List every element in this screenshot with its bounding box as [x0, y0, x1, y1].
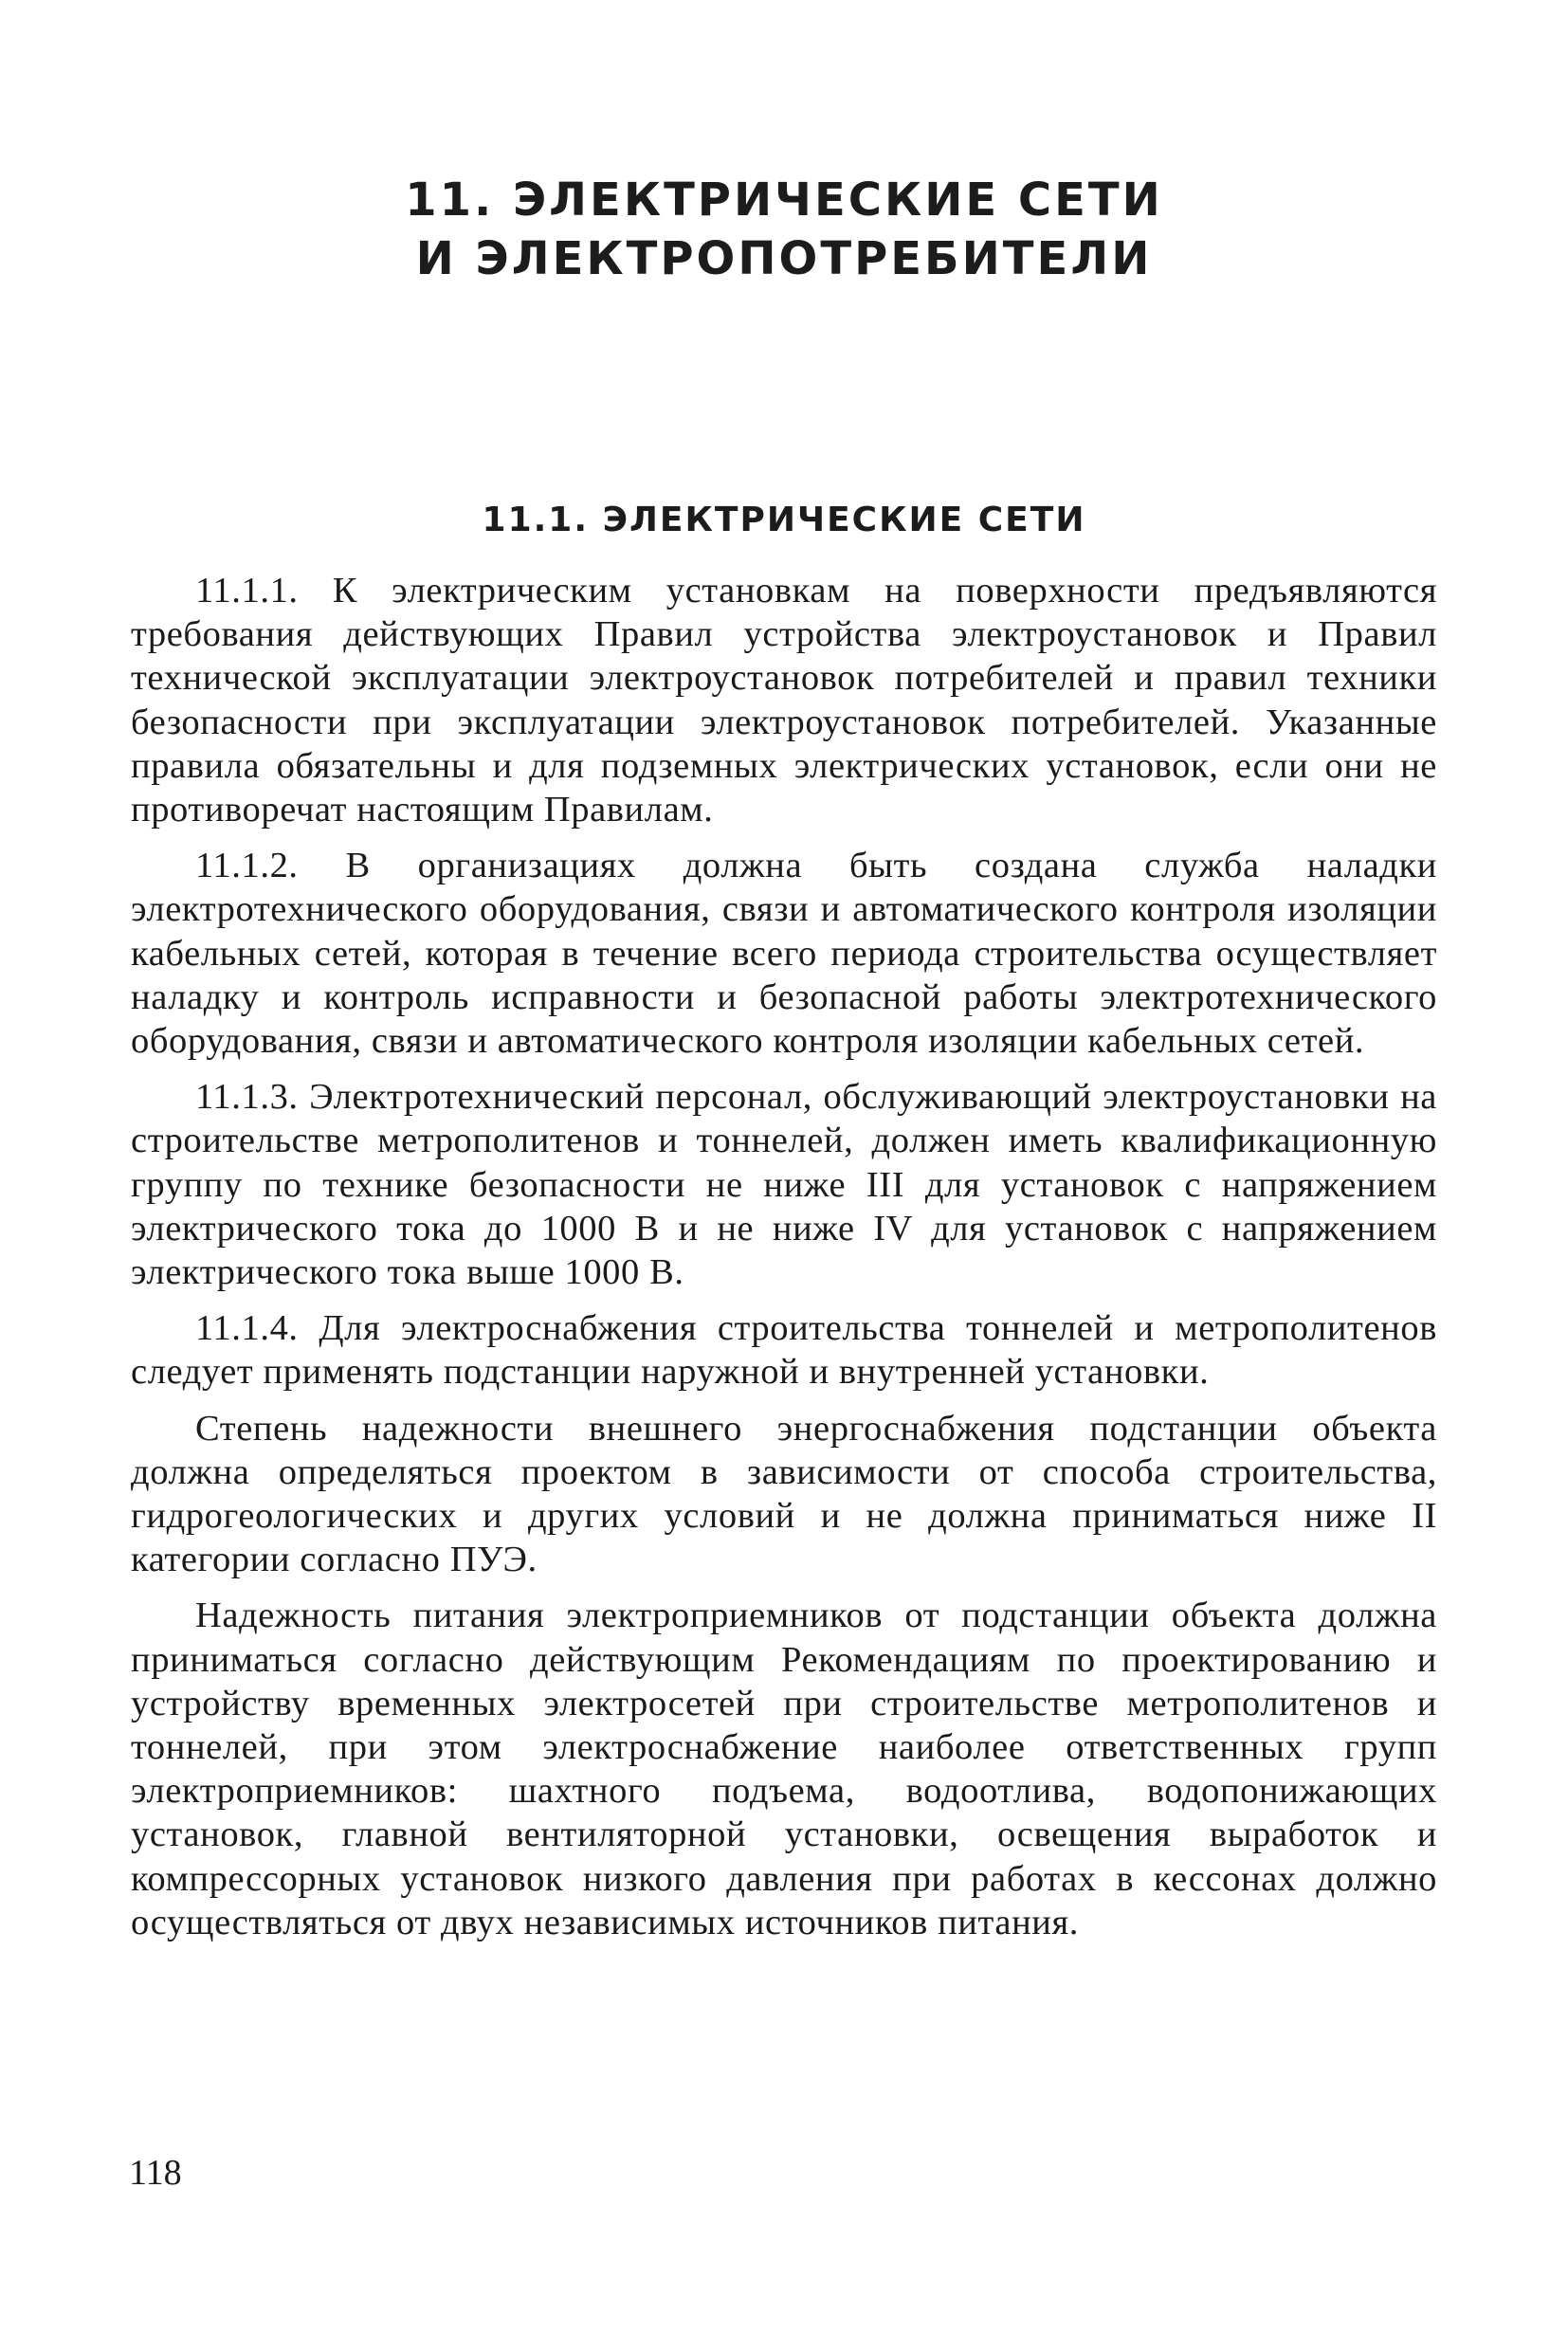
paragraph-11-1-4: 11.1.4. Для электроснабжения строительства тоннелей и метрополитенов следует применять подстанции наружной и внутренней установки.	[131, 1308, 1437, 1393]
paragraph-11-1-2: 11.1.2. В организациях должна быть создана служба наладки электротехнического оборудования, связи и автоматического контроля изоляции кабельных сетей, которая в течение всего периода строительства осуществляет наладку и контроль исправности и безопасной работы электротехнического оборудования, связи и автоматического контроля изоляции кабельных сетей.	[131, 846, 1437, 1062]
paragraph-reliability: Степень надежности внешнего энергоснабжения подстанции объекта должна определяться проектом в зависимости от способа строительства, гидрогеологических и других условий и не должна приниматься ниже II категории согласно ПУЭ.	[131, 1408, 1437, 1580]
body-text	[131, 569, 1437, 1957]
section-title: 11.1. ЭЛЕКТРИЧЕСКИЕ СЕТИ	[482, 501, 1086, 539]
paragraph-power-supply: Надежность питания электроприемников от подстанции объекта должна приниматься согласно действующим Рекомендациям по проектированию и устройству временных электросетей при строительстве метрополитенов и тоннелей, при этом электроснабжение наиболее ответственных групп электроприемников: шахтного подъема, водоотлива, водопонижающих установок, главной вентиляторной установки, освещения выработок и компрессорных установок низкого давления при работах в кессонах должно осуществляться от двух независимых источников питания.	[131, 1595, 1437, 1942]
chapter-title-line-1: 11. ЭЛЕКТРИЧЕСКИЕ СЕТИ	[405, 173, 1163, 227]
paragraph-11-1-1: 11.1.1. К электрическим установкам на поверхности предъявляются требования действующих Правил устройства электроустановок и Правил технической эксплуатации электроустановок потребителей и правил техники безопасности при эксплуатации электроустановок потребителей. Указанные правила обязательны и для подземных электрических установок, если они не противоречат настоящим Правилам.	[131, 571, 1437, 830]
chapter-title-line-2: И ЭЛЕКТРОПОТРЕБИТЕЛИ	[415, 232, 1153, 285]
paragraph-11-1-3: 11.1.3. Электротехнический персонал, обслуживающий электроустановки на строительстве метрополитенов и тоннелей, должен иметь квалификационную группу по технике безопасности не ниже III для установок с напряжением электрического тока до 1000 В и не ниже IV для установок с напряжением электрического тока выше 1000 В.	[131, 1077, 1437, 1293]
page-number: 118	[129, 2153, 182, 2193]
chapter-title	[284, 171, 1284, 288]
